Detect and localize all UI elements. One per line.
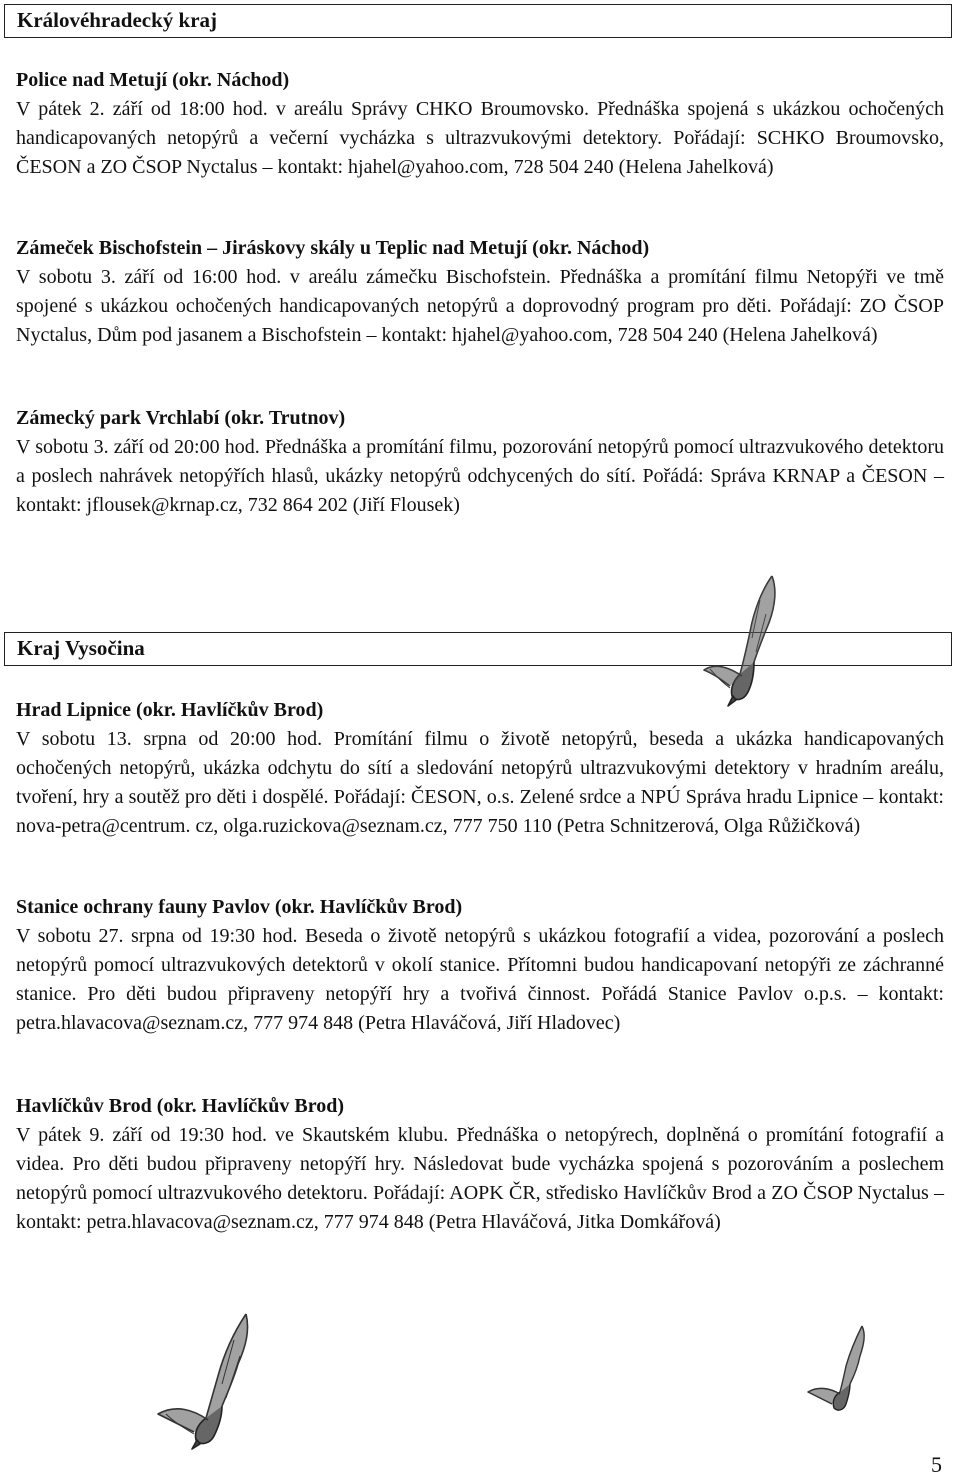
event-description: V pátek 2. září od 18:00 hod. v areálu Správy CHKO Broumovsko. Přednáška spojená s ukázkou ochočených handicapovaných netopýrů a večerní vycházka s ultrazvukovými detektory. Pořádají: SCHKO Broumovsko, ČESON a ZO ČSOP Nyctalus – kontakt: hjahel@yahoo.com, 728 504 240 (Helena Jahelková) [16,98,944,178]
region-title: Kraj Vysočina [17,636,145,660]
page-number: 5 [931,1452,942,1477]
event-title: Zámecký park Vrchlabí (okr. Trutnov) [16,407,346,429]
event-title: Havlíčkův Brod (okr. Havlíčkův Brod) [16,1095,345,1117]
region-heading-kralovehradecky [4,4,952,38]
bat-illustration-icon [802,1322,882,1412]
event-description: V pátek 9. září od 19:30 hod. ve Skautském klubu. Přednáška o netopýrech, doplněná o promítání fotografií a videa. Pro děti budou připraveny netopýří hry. Následovat bude vycházka spojená s pozorováním a poslechem netopýrů pomocí ultrazvukového detektoru. Pořádají: AOPK ČR, středisko Havlíčkův Brod a ZO ČSOP Nyctalus – kontakt: petra.hlavacova@seznam.cz, 777 974 848 (Petra Hlaváčová, Jitka Domkářová) [16,1124,944,1233]
event-havlickuv-brod [16,1092,944,1237]
region-heading-vysocina [4,632,952,666]
event-title: Hrad Lipnice (okr. Havlíčkův Brod) [16,699,324,721]
event-hrad-lipnice [16,696,944,841]
event-description: V sobotu 3. září od 20:00 hod. Přednáška a promítání filmu, pozorování netopýrů pomocí ultrazvukového detektoru a poslech nahrávek netopýřích hlasů, ukázky netopýrů odchycených do sítí. Pořádá: Správa KRNAP a ČESON – kontakt: jflousek@krnap.cz, 732 864 202 (Jiří Flousek) [16,436,944,516]
event-description: V sobotu 13. srpna od 20:00 hod. Promítání filmu o životě netopýrů, beseda a ukázka handicapovaných ochočených netopýrů, ukázka odchytu do sítí a sledování netopýrů ultrazvukovými detektory v hradním areálu, tvoření, hry a soutěž pro děti i dospělé. Pořádají: ČESON, o.s. Zelené srdce a NPÚ Správa hradu Lipnice – kontakt: nova-petra@centrum. cz, olga.ruzickova@seznam.cz, 777 750 110 (Petra Schnitzerová, Olga Růžičková) [16,728,944,837]
event-description: V sobotu 3. září od 16:00 hod. v areálu zámečku Bischofstein. Přednáška a promítání filmu Netopýři ve tmě spojené s ukázkou ochočených handicapovaných netopýrů a doprovodný program pro děti. Pořádají: ZO ČSOP Nyctalus, Dům pod jasanem a Bischofstein – kontakt: hjahel@yahoo.com, 728 504 240 (Helena Jahelková) [16,266,944,346]
event-title: Stanice ochrany fauny Pavlov (okr. Havlíčkův Brod) [16,896,463,918]
event-title: Police nad Metují (okr. Náchod) [16,69,290,91]
event-stanice-pavlov [16,893,944,1038]
region-title: Královéhradecký kraj [17,8,218,32]
event-title: Zámeček Bischofstein – Jiráskovy skály u Teplic nad Metují (okr. Náchod) [16,237,650,259]
event-zamecek-bischofstein [16,234,944,350]
bat-illustration-icon [150,1310,260,1450]
event-zamecky-park-vrchlabi [16,404,944,520]
event-description: V sobotu 27. srpna od 19:30 hod. Beseda o životě netopýrů s ukázkou fotografií a videa, pozorování a poslech netopýrů pomocí ultrazvukových detektorů v okolí stanice. Přítomni budou handicapovaní netopýři ze záchranné stanice. Pro děti budou připraveny netopýří hry a tvořivá činnost. Pořádá Stanice Pavlov o.p.s. – kontakt: petra.hlavacova@seznam.cz, 777 974 848 (Petra Hlaváčová, Jiří Hladovec) [16,925,944,1034]
event-police-nad-metuji [16,66,944,182]
bat-illustration-icon [700,570,800,710]
